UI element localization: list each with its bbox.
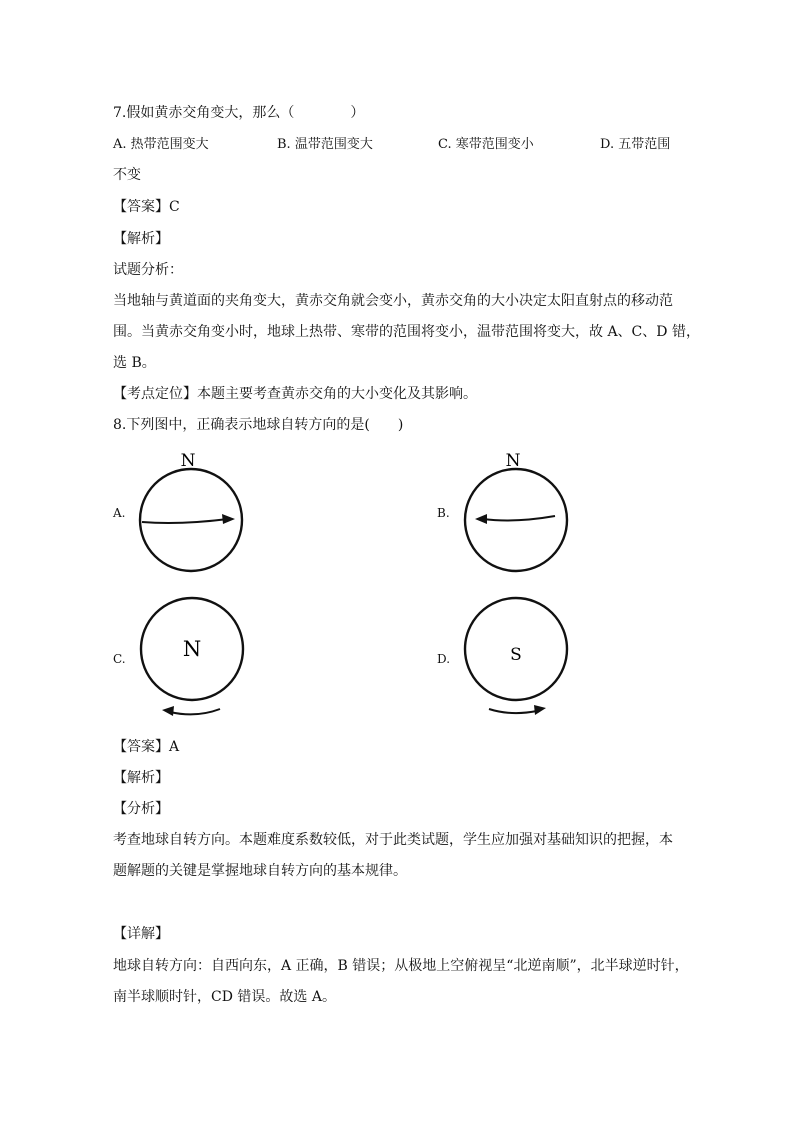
q7-analysis-line-1: 当地轴与黄道面的夹角变大，黄赤交角就会变小，黄赤交角的大小决定太阳直射点的移动范 <box>113 293 673 309</box>
arrow-head-left-icon <box>162 706 174 716</box>
figure-a-globe <box>130 446 260 576</box>
q8-fenxi-line-2: 题解题的关键是掌握地球自转方向的基本规律。 <box>113 863 407 879</box>
q7-question: 7.假如黄赤交角变大，那么（ ） <box>113 105 365 121</box>
rotation-arrow-line <box>170 709 220 714</box>
q8-detail-line-1: 地球自转方向：自西向东，A 正确，B 错误；从极地上空俯视呈“北逆南顺”，北半球逆时针， <box>113 958 689 974</box>
q7-answer: 【答案】C <box>113 199 180 215</box>
figure-b-label: B. <box>437 506 450 520</box>
q8-fenxi-line-1: 考查地球自转方向。本题难度系数较低，对于此类试题，学生应加强对基础知识的把握，本 <box>113 832 673 848</box>
figure-d-globe <box>455 590 585 720</box>
q7-option-a: A. 热带范围变大 <box>113 137 209 152</box>
rotation-arrow-line <box>142 519 228 523</box>
rotation-arrow-line <box>489 709 537 713</box>
arrow-head-right-icon <box>222 514 235 524</box>
q7-analysis-heading: 【解析】 <box>113 231 169 247</box>
q7-point: 【考点定位】本题主要考查黄赤交角的大小变化及其影响。 <box>113 386 477 402</box>
q7-analysis-line-3: 选 B。 <box>113 355 156 371</box>
q8-detail-heading: 【详解】 <box>113 926 169 942</box>
q7-option-b: B. 温带范围变大 <box>277 137 373 152</box>
figure-c-pole-label: N <box>182 637 202 661</box>
figure-c-globe <box>130 590 260 720</box>
arrow-head-right-icon <box>534 705 546 715</box>
rotation-arrow-line <box>483 516 555 520</box>
q7-analysis-intro: 试题分析： <box>113 262 183 278</box>
figure-a-label: A. <box>113 506 126 520</box>
arrow-head-left-icon <box>475 514 487 524</box>
figure-d-pole-label: S <box>510 645 522 665</box>
q8-analysis-heading: 【解析】 <box>113 770 169 786</box>
q7-option-c: C. 寒带范围变小 <box>438 137 534 152</box>
figure-b-pole-label: N <box>505 451 521 471</box>
q7-analysis-line-2: 围。当黄赤交角变小时，地球上热带、寒带的范围将变小，温带范围将变大，故 A、C、D 错， <box>113 324 700 340</box>
q8-detail-line-2: 南半球顺时针，CD 错误。故选 A。 <box>113 989 336 1005</box>
figure-c-label: C. <box>113 652 126 666</box>
q8-question: 8.下列图中，正确表示地球自转方向的是( ) <box>113 417 404 433</box>
figure-a-pole-label: N <box>180 451 196 471</box>
q8-fenxi-heading: 【分析】 <box>113 801 169 817</box>
figure-b-globe <box>455 446 585 576</box>
q7-option-d-continued: 不变 <box>113 167 141 183</box>
q8-answer: 【答案】A <box>113 739 180 755</box>
figure-d-label: D. <box>437 652 451 666</box>
q7-option-d: D. 五带范围 <box>600 137 671 152</box>
